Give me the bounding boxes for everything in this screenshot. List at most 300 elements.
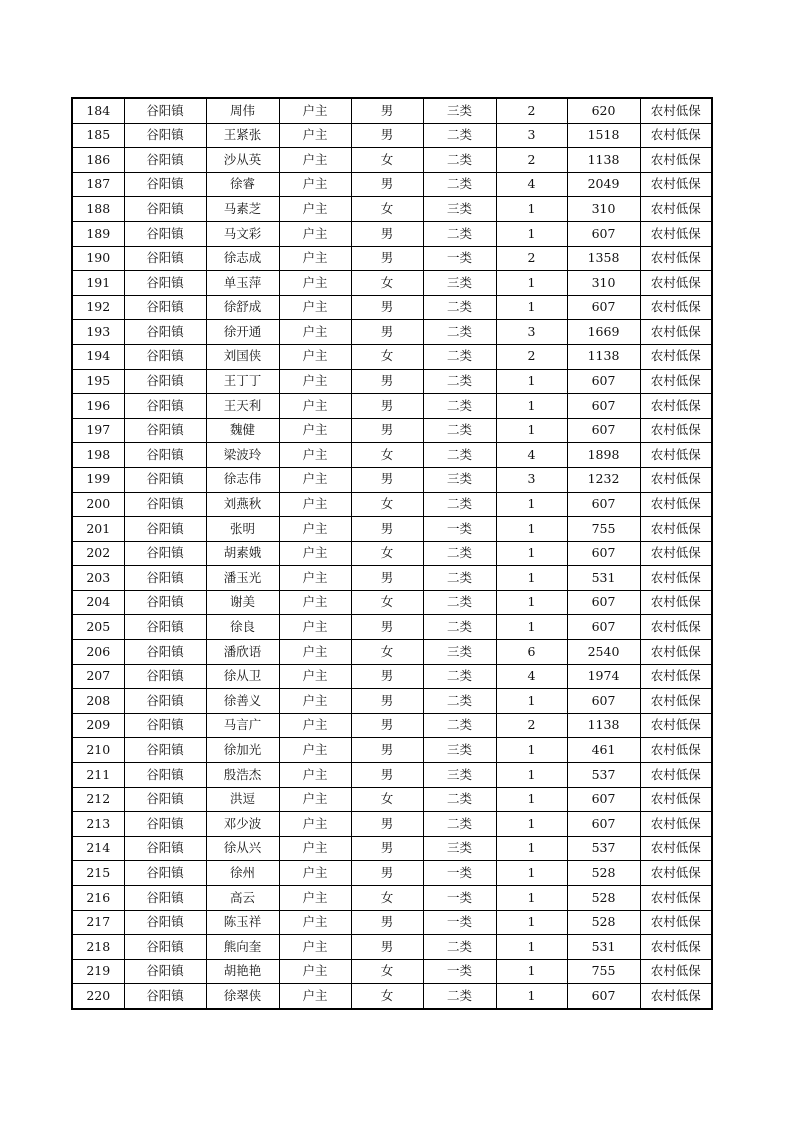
relation-cell: 户主 bbox=[279, 148, 351, 173]
row-number-cell: 210 bbox=[72, 738, 124, 763]
table-row bbox=[72, 713, 712, 738]
township-cell: 谷阳镇 bbox=[124, 787, 206, 812]
table-row bbox=[72, 738, 712, 763]
name-cell: 胡艳艳 bbox=[206, 959, 279, 984]
household-size-cell: 1 bbox=[496, 861, 567, 886]
township-cell: 谷阳镇 bbox=[124, 812, 206, 837]
category-cell: 二类 bbox=[423, 713, 496, 738]
assistance-type-cell: 农村低保 bbox=[640, 959, 712, 984]
table-row bbox=[72, 812, 712, 837]
row-number-cell: 202 bbox=[72, 541, 124, 566]
township-cell: 谷阳镇 bbox=[124, 123, 206, 148]
table-row bbox=[72, 418, 712, 443]
category-cell: 一类 bbox=[423, 959, 496, 984]
relation-cell: 户主 bbox=[279, 246, 351, 271]
name-cell: 徐州 bbox=[206, 861, 279, 886]
assistance-type-cell: 农村低保 bbox=[640, 689, 712, 714]
row-number-cell: 206 bbox=[72, 640, 124, 665]
household-size-cell: 2 bbox=[496, 98, 567, 123]
relation-cell: 户主 bbox=[279, 812, 351, 837]
amount-cell: 607 bbox=[567, 984, 640, 1009]
table-row bbox=[72, 492, 712, 517]
name-cell: 徐从卫 bbox=[206, 664, 279, 689]
assistance-type-cell: 农村低保 bbox=[640, 541, 712, 566]
amount-cell: 607 bbox=[567, 221, 640, 246]
household-size-cell: 1 bbox=[496, 197, 567, 222]
assistance-type-cell: 农村低保 bbox=[640, 910, 712, 935]
gender-cell: 女 bbox=[351, 492, 423, 517]
township-cell: 谷阳镇 bbox=[124, 640, 206, 665]
assistance-type-cell: 农村低保 bbox=[640, 394, 712, 419]
amount-cell: 1138 bbox=[567, 713, 640, 738]
row-number-cell: 195 bbox=[72, 369, 124, 394]
category-cell: 二类 bbox=[423, 394, 496, 419]
name-cell: 徐良 bbox=[206, 615, 279, 640]
roster-body bbox=[72, 98, 712, 1009]
household-size-cell: 1 bbox=[496, 271, 567, 296]
township-cell: 谷阳镇 bbox=[124, 394, 206, 419]
relation-cell: 户主 bbox=[279, 369, 351, 394]
row-number-cell: 215 bbox=[72, 861, 124, 886]
table-row bbox=[72, 467, 712, 492]
name-cell: 张明 bbox=[206, 517, 279, 542]
amount-cell: 607 bbox=[567, 590, 640, 615]
category-cell: 二类 bbox=[423, 221, 496, 246]
township-cell: 谷阳镇 bbox=[124, 886, 206, 911]
assistance-type-cell: 农村低保 bbox=[640, 221, 712, 246]
relation-cell: 户主 bbox=[279, 443, 351, 468]
gender-cell: 男 bbox=[351, 713, 423, 738]
gender-cell: 男 bbox=[351, 910, 423, 935]
name-cell: 马文彩 bbox=[206, 221, 279, 246]
name-cell: 徐舒成 bbox=[206, 295, 279, 320]
amount-cell: 1898 bbox=[567, 443, 640, 468]
township-cell: 谷阳镇 bbox=[124, 271, 206, 296]
category-cell: 二类 bbox=[423, 123, 496, 148]
household-size-cell: 1 bbox=[496, 910, 567, 935]
category-cell: 二类 bbox=[423, 812, 496, 837]
gender-cell: 男 bbox=[351, 836, 423, 861]
table-row bbox=[72, 664, 712, 689]
category-cell: 三类 bbox=[423, 271, 496, 296]
amount-cell: 1232 bbox=[567, 467, 640, 492]
household-size-cell: 1 bbox=[496, 295, 567, 320]
table-row bbox=[72, 246, 712, 271]
amount-cell: 310 bbox=[567, 197, 640, 222]
relation-cell: 户主 bbox=[279, 664, 351, 689]
assistance-type-cell: 农村低保 bbox=[640, 935, 712, 960]
township-cell: 谷阳镇 bbox=[124, 763, 206, 788]
name-cell: 沙从英 bbox=[206, 148, 279, 173]
relation-cell: 户主 bbox=[279, 566, 351, 591]
household-size-cell: 2 bbox=[496, 246, 567, 271]
gender-cell: 男 bbox=[351, 812, 423, 837]
gender-cell: 男 bbox=[351, 763, 423, 788]
amount-cell: 607 bbox=[567, 615, 640, 640]
row-number-cell: 213 bbox=[72, 812, 124, 837]
household-size-cell: 1 bbox=[496, 590, 567, 615]
category-cell: 二类 bbox=[423, 984, 496, 1009]
category-cell: 二类 bbox=[423, 320, 496, 345]
household-size-cell: 1 bbox=[496, 689, 567, 714]
relation-cell: 户主 bbox=[279, 984, 351, 1009]
table-row bbox=[72, 221, 712, 246]
category-cell: 二类 bbox=[423, 369, 496, 394]
table-row bbox=[72, 517, 712, 542]
household-size-cell: 6 bbox=[496, 640, 567, 665]
township-cell: 谷阳镇 bbox=[124, 713, 206, 738]
assistance-type-cell: 农村低保 bbox=[640, 492, 712, 517]
amount-cell: 528 bbox=[567, 861, 640, 886]
gender-cell: 男 bbox=[351, 123, 423, 148]
row-number-cell: 190 bbox=[72, 246, 124, 271]
table-row bbox=[72, 123, 712, 148]
table-row bbox=[72, 763, 712, 788]
amount-cell: 1974 bbox=[567, 664, 640, 689]
row-number-cell: 193 bbox=[72, 320, 124, 345]
name-cell: 陈玉祥 bbox=[206, 910, 279, 935]
household-size-cell: 1 bbox=[496, 886, 567, 911]
name-cell: 殷浩杰 bbox=[206, 763, 279, 788]
row-number-cell: 199 bbox=[72, 467, 124, 492]
category-cell: 二类 bbox=[423, 566, 496, 591]
row-number-cell: 189 bbox=[72, 221, 124, 246]
amount-cell: 1358 bbox=[567, 246, 640, 271]
name-cell: 高云 bbox=[206, 886, 279, 911]
assistance-type-cell: 农村低保 bbox=[640, 590, 712, 615]
township-cell: 谷阳镇 bbox=[124, 443, 206, 468]
assistance-type-cell: 农村低保 bbox=[640, 320, 712, 345]
row-number-cell: 205 bbox=[72, 615, 124, 640]
gender-cell: 女 bbox=[351, 344, 423, 369]
row-number-cell: 209 bbox=[72, 713, 124, 738]
household-size-cell: 2 bbox=[496, 344, 567, 369]
category-cell: 二类 bbox=[423, 418, 496, 443]
gender-cell: 男 bbox=[351, 689, 423, 714]
table-row bbox=[72, 320, 712, 345]
gender-cell: 女 bbox=[351, 886, 423, 911]
amount-cell: 620 bbox=[567, 98, 640, 123]
name-cell: 单玉萍 bbox=[206, 271, 279, 296]
amount-cell: 2540 bbox=[567, 640, 640, 665]
category-cell: 一类 bbox=[423, 886, 496, 911]
name-cell: 潘玉光 bbox=[206, 566, 279, 591]
name-cell: 徐加光 bbox=[206, 738, 279, 763]
household-size-cell: 1 bbox=[496, 221, 567, 246]
amount-cell: 537 bbox=[567, 763, 640, 788]
name-cell: 王天利 bbox=[206, 394, 279, 419]
assistance-type-cell: 农村低保 bbox=[640, 664, 712, 689]
gender-cell: 女 bbox=[351, 640, 423, 665]
name-cell: 马素芝 bbox=[206, 197, 279, 222]
household-size-cell: 3 bbox=[496, 123, 567, 148]
category-cell: 二类 bbox=[423, 689, 496, 714]
township-cell: 谷阳镇 bbox=[124, 861, 206, 886]
name-cell: 徐从兴 bbox=[206, 836, 279, 861]
amount-cell: 2049 bbox=[567, 172, 640, 197]
township-cell: 谷阳镇 bbox=[124, 738, 206, 763]
gender-cell: 女 bbox=[351, 787, 423, 812]
category-cell: 二类 bbox=[423, 172, 496, 197]
household-size-cell: 2 bbox=[496, 148, 567, 173]
amount-cell: 1669 bbox=[567, 320, 640, 345]
relation-cell: 户主 bbox=[279, 517, 351, 542]
relation-cell: 户主 bbox=[279, 935, 351, 960]
household-size-cell: 1 bbox=[496, 615, 567, 640]
row-number-cell: 203 bbox=[72, 566, 124, 591]
row-number-cell: 200 bbox=[72, 492, 124, 517]
gender-cell: 男 bbox=[351, 295, 423, 320]
amount-cell: 755 bbox=[567, 517, 640, 542]
township-cell: 谷阳镇 bbox=[124, 836, 206, 861]
table-row bbox=[72, 148, 712, 173]
assistance-type-cell: 农村低保 bbox=[640, 615, 712, 640]
category-cell: 二类 bbox=[423, 541, 496, 566]
category-cell: 二类 bbox=[423, 295, 496, 320]
relation-cell: 户主 bbox=[279, 541, 351, 566]
household-size-cell: 1 bbox=[496, 812, 567, 837]
row-number-cell: 191 bbox=[72, 271, 124, 296]
household-size-cell: 1 bbox=[496, 394, 567, 419]
relation-cell: 户主 bbox=[279, 615, 351, 640]
name-cell: 徐翠侠 bbox=[206, 984, 279, 1009]
relation-cell: 户主 bbox=[279, 197, 351, 222]
gender-cell: 男 bbox=[351, 467, 423, 492]
table-row bbox=[72, 172, 712, 197]
relation-cell: 户主 bbox=[279, 492, 351, 517]
name-cell: 熊向奎 bbox=[206, 935, 279, 960]
gender-cell: 男 bbox=[351, 738, 423, 763]
township-cell: 谷阳镇 bbox=[124, 320, 206, 345]
assistance-type-cell: 农村低保 bbox=[640, 344, 712, 369]
gender-cell: 男 bbox=[351, 394, 423, 419]
assistance-type-cell: 农村低保 bbox=[640, 172, 712, 197]
relation-cell: 户主 bbox=[279, 689, 351, 714]
category-cell: 二类 bbox=[423, 664, 496, 689]
category-cell: 三类 bbox=[423, 738, 496, 763]
gender-cell: 男 bbox=[351, 221, 423, 246]
gender-cell: 男 bbox=[351, 98, 423, 123]
relation-cell: 户主 bbox=[279, 836, 351, 861]
relief-roster-table bbox=[71, 97, 713, 1010]
amount-cell: 607 bbox=[567, 492, 640, 517]
township-cell: 谷阳镇 bbox=[124, 517, 206, 542]
township-cell: 谷阳镇 bbox=[124, 172, 206, 197]
amount-cell: 607 bbox=[567, 541, 640, 566]
relation-cell: 户主 bbox=[279, 98, 351, 123]
household-size-cell: 1 bbox=[496, 959, 567, 984]
name-cell: 王紧张 bbox=[206, 123, 279, 148]
assistance-type-cell: 农村低保 bbox=[640, 467, 712, 492]
table-row bbox=[72, 590, 712, 615]
amount-cell: 1138 bbox=[567, 344, 640, 369]
row-number-cell: 197 bbox=[72, 418, 124, 443]
township-cell: 谷阳镇 bbox=[124, 418, 206, 443]
amount-cell: 607 bbox=[567, 369, 640, 394]
row-number-cell: 207 bbox=[72, 664, 124, 689]
relation-cell: 户主 bbox=[279, 344, 351, 369]
township-cell: 谷阳镇 bbox=[124, 689, 206, 714]
gender-cell: 男 bbox=[351, 615, 423, 640]
table-row bbox=[72, 615, 712, 640]
table-row bbox=[72, 369, 712, 394]
relation-cell: 户主 bbox=[279, 123, 351, 148]
household-size-cell: 4 bbox=[496, 664, 567, 689]
table-row bbox=[72, 98, 712, 123]
assistance-type-cell: 农村低保 bbox=[640, 566, 712, 591]
amount-cell: 607 bbox=[567, 394, 640, 419]
row-number-cell: 211 bbox=[72, 763, 124, 788]
amount-cell: 531 bbox=[567, 935, 640, 960]
table-row bbox=[72, 197, 712, 222]
row-number-cell: 188 bbox=[72, 197, 124, 222]
amount-cell: 310 bbox=[567, 271, 640, 296]
name-cell: 徐开通 bbox=[206, 320, 279, 345]
row-number-cell: 198 bbox=[72, 443, 124, 468]
row-number-cell: 216 bbox=[72, 886, 124, 911]
category-cell: 二类 bbox=[423, 787, 496, 812]
gender-cell: 男 bbox=[351, 246, 423, 271]
row-number-cell: 212 bbox=[72, 787, 124, 812]
row-number-cell: 220 bbox=[72, 984, 124, 1009]
category-cell: 二类 bbox=[423, 935, 496, 960]
household-size-cell: 1 bbox=[496, 738, 567, 763]
amount-cell: 607 bbox=[567, 689, 640, 714]
name-cell: 徐志成 bbox=[206, 246, 279, 271]
relation-cell: 户主 bbox=[279, 738, 351, 763]
township-cell: 谷阳镇 bbox=[124, 246, 206, 271]
table-row bbox=[72, 394, 712, 419]
amount-cell: 607 bbox=[567, 787, 640, 812]
category-cell: 三类 bbox=[423, 640, 496, 665]
gender-cell: 女 bbox=[351, 443, 423, 468]
category-cell: 三类 bbox=[423, 836, 496, 861]
amount-cell: 528 bbox=[567, 886, 640, 911]
gender-cell: 女 bbox=[351, 541, 423, 566]
table-row bbox=[72, 271, 712, 296]
relation-cell: 户主 bbox=[279, 394, 351, 419]
name-cell: 刘燕秋 bbox=[206, 492, 279, 517]
relation-cell: 户主 bbox=[279, 271, 351, 296]
name-cell: 魏健 bbox=[206, 418, 279, 443]
category-cell: 二类 bbox=[423, 615, 496, 640]
row-number-cell: 184 bbox=[72, 98, 124, 123]
category-cell: 一类 bbox=[423, 246, 496, 271]
gender-cell: 男 bbox=[351, 861, 423, 886]
category-cell: 三类 bbox=[423, 98, 496, 123]
gender-cell: 女 bbox=[351, 984, 423, 1009]
assistance-type-cell: 农村低保 bbox=[640, 98, 712, 123]
relation-cell: 户主 bbox=[279, 320, 351, 345]
relation-cell: 户主 bbox=[279, 959, 351, 984]
name-cell: 潘欣语 bbox=[206, 640, 279, 665]
category-cell: 三类 bbox=[423, 763, 496, 788]
gender-cell: 女 bbox=[351, 271, 423, 296]
name-cell: 谢美 bbox=[206, 590, 279, 615]
township-cell: 谷阳镇 bbox=[124, 935, 206, 960]
household-size-cell: 3 bbox=[496, 320, 567, 345]
township-cell: 谷阳镇 bbox=[124, 221, 206, 246]
assistance-type-cell: 农村低保 bbox=[640, 295, 712, 320]
name-cell: 王丁丁 bbox=[206, 369, 279, 394]
name-cell: 马言广 bbox=[206, 713, 279, 738]
assistance-type-cell: 农村低保 bbox=[640, 369, 712, 394]
category-cell: 三类 bbox=[423, 467, 496, 492]
household-size-cell: 1 bbox=[496, 787, 567, 812]
relation-cell: 户主 bbox=[279, 295, 351, 320]
row-number-cell: 219 bbox=[72, 959, 124, 984]
household-size-cell: 1 bbox=[496, 517, 567, 542]
row-number-cell: 192 bbox=[72, 295, 124, 320]
township-cell: 谷阳镇 bbox=[124, 615, 206, 640]
township-cell: 谷阳镇 bbox=[124, 467, 206, 492]
township-cell: 谷阳镇 bbox=[124, 369, 206, 394]
table-row bbox=[72, 935, 712, 960]
relation-cell: 户主 bbox=[279, 418, 351, 443]
category-cell: 一类 bbox=[423, 861, 496, 886]
table-row bbox=[72, 541, 712, 566]
relation-cell: 户主 bbox=[279, 787, 351, 812]
row-number-cell: 196 bbox=[72, 394, 124, 419]
township-cell: 谷阳镇 bbox=[124, 984, 206, 1009]
name-cell: 徐志伟 bbox=[206, 467, 279, 492]
household-size-cell: 1 bbox=[496, 836, 567, 861]
township-cell: 谷阳镇 bbox=[124, 959, 206, 984]
household-size-cell: 3 bbox=[496, 467, 567, 492]
gender-cell: 男 bbox=[351, 517, 423, 542]
row-number-cell: 185 bbox=[72, 123, 124, 148]
amount-cell: 607 bbox=[567, 295, 640, 320]
relation-cell: 户主 bbox=[279, 861, 351, 886]
assistance-type-cell: 农村低保 bbox=[640, 738, 712, 763]
amount-cell: 1518 bbox=[567, 123, 640, 148]
township-cell: 谷阳镇 bbox=[124, 664, 206, 689]
township-cell: 谷阳镇 bbox=[124, 148, 206, 173]
name-cell: 徐善义 bbox=[206, 689, 279, 714]
assistance-type-cell: 农村低保 bbox=[640, 517, 712, 542]
relation-cell: 户主 bbox=[279, 640, 351, 665]
household-size-cell: 1 bbox=[496, 984, 567, 1009]
table-row bbox=[72, 787, 712, 812]
name-cell: 邓少波 bbox=[206, 812, 279, 837]
assistance-type-cell: 农村低保 bbox=[640, 418, 712, 443]
assistance-type-cell: 农村低保 bbox=[640, 787, 712, 812]
assistance-type-cell: 农村低保 bbox=[640, 861, 712, 886]
amount-cell: 537 bbox=[567, 836, 640, 861]
township-cell: 谷阳镇 bbox=[124, 98, 206, 123]
row-number-cell: 187 bbox=[72, 172, 124, 197]
assistance-type-cell: 农村低保 bbox=[640, 763, 712, 788]
table-row bbox=[72, 689, 712, 714]
township-cell: 谷阳镇 bbox=[124, 492, 206, 517]
township-cell: 谷阳镇 bbox=[124, 541, 206, 566]
household-size-cell: 1 bbox=[496, 369, 567, 394]
assistance-type-cell: 农村低保 bbox=[640, 836, 712, 861]
name-cell: 洪逗 bbox=[206, 787, 279, 812]
category-cell: 二类 bbox=[423, 492, 496, 517]
gender-cell: 男 bbox=[351, 418, 423, 443]
category-cell: 二类 bbox=[423, 590, 496, 615]
household-size-cell: 1 bbox=[496, 935, 567, 960]
name-cell: 刘国侠 bbox=[206, 344, 279, 369]
assistance-type-cell: 农村低保 bbox=[640, 713, 712, 738]
row-number-cell: 204 bbox=[72, 590, 124, 615]
table-row bbox=[72, 886, 712, 911]
table-row bbox=[72, 836, 712, 861]
assistance-type-cell: 农村低保 bbox=[640, 640, 712, 665]
household-size-cell: 1 bbox=[496, 492, 567, 517]
table-row bbox=[72, 344, 712, 369]
